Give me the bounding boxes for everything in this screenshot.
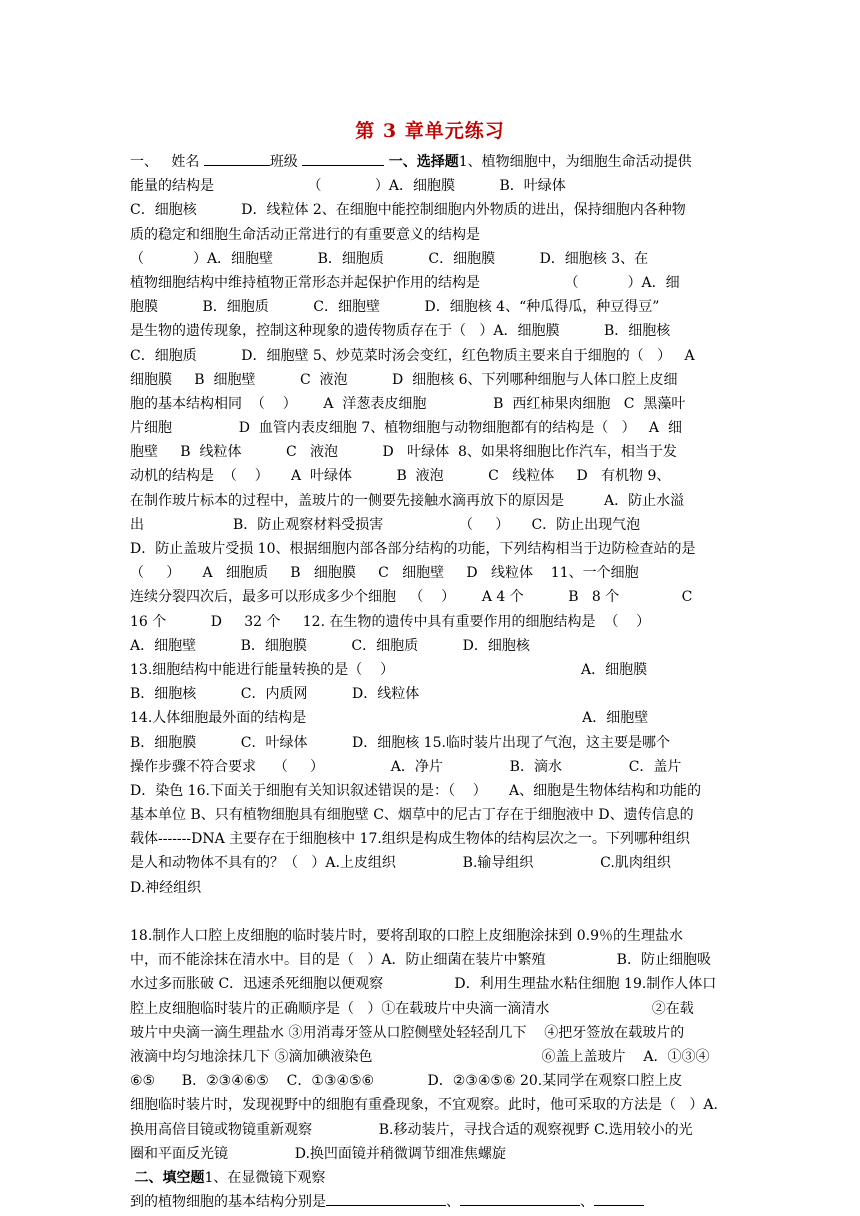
text-line: 中，而不能涂抹在清水中。目的是（ ）A．防止细菌在装片中繁殖 B．防止细胞吸 [130, 952, 711, 969]
section-choice-heading: 一、选择题 [388, 154, 459, 170]
text-line: 细胞临时装片时，发现视野中的细胞有重叠现象，不宜观察。此时，他可采取的方法是（ ）A. [130, 1097, 718, 1114]
text-line: 动机的结构是 （ ） A 叶绿体 B 液泡 C 线粒体 D 有机物 9、 [130, 468, 671, 485]
text-line: 能量的结构是 （ ）A．细胞膜 B．叶绿体 [130, 178, 566, 195]
text-line: 载体-------DNA 主要存在于细胞核中 17.组织是构成生物体的结构层次之一。下列哪种组织 [130, 831, 690, 848]
text-line: ⑥⑤ B．②③④⑥⑤ C．①③④⑤⑥ D．②③④⑤⑥ 20.某同学在观察口腔上皮 [130, 1073, 683, 1090]
text-line: 出 B．防止观察材料受损害 （ ） C．防止出现气泡 [130, 516, 641, 533]
answer-blank-1[interactable] [326, 1191, 446, 1206]
text-line: A．细胞壁 B．细胞膜 C．细胞质 D．细胞核 [130, 637, 530, 654]
text-line: 18.制作人口腔上皮细胞的临时装片时，要将刮取的口腔上皮细胞涂抹到 0.9％的生理盐水 [130, 928, 683, 944]
text-line: C．细胞核 D．线粒体 2、在细胞中能控制细胞内外物质的进出，保持细胞内各种物 [130, 202, 686, 219]
fill-question-1-cont: 到的植物细胞的基本结构分别是 [130, 1194, 326, 1211]
text-line: B．细胞膜 C．叶绿体 D．细胞核 15.临时装片出现了气泡，这主要是哪个 [130, 734, 670, 751]
text-line [130, 900, 730, 924]
text-line: 水过多而胀破 C．迅速杀死细胞以便观察 D．利用生理盐水粘住细胞 19.制作人体口 [130, 976, 717, 993]
text-line: 操作步骤不符合要求 （ ） A．净片 B．滴水 C．盖片 [130, 758, 682, 775]
fill-question-1: 1、在显微镜下观察 [204, 1169, 326, 1186]
text-line: 换用高倍目镜或物镜重新观察 B.移动装片，寻找合适的观察视野 C.选用较小的光 [130, 1121, 693, 1138]
text-line: 植物细胞结构中维持植物正常形态并起保护作用的结构是 （ ）A．细 [130, 274, 680, 291]
text-line: （ ） A 细胞质 B 细胞膜 C 细胞壁 D 线粒体 11、一个细胞 [130, 565, 639, 582]
separator: 、 [446, 1194, 460, 1211]
text-line: C．细胞质 D．细胞壁 5、炒苋菜时汤会变红，红色物质主要来自于细胞的（ ） A [130, 347, 695, 364]
text-line: 腔上皮细胞临时装片的正确顺序是（ ）①在载玻片中央滴一滴清水 ②在载 [130, 1000, 694, 1017]
fill-answer-line [130, 1190, 730, 1214]
text-line: 液滴中均匀地涂抹几下 ⑤滴加碘液染色 ⑥盖上盖玻片 A．①③④ [130, 1048, 710, 1065]
answer-blank-2[interactable] [460, 1191, 580, 1206]
name-blank[interactable] [204, 151, 270, 166]
text-line: 胞壁 B 线粒体 C 液泡 D 叶绿体 8、如果将细胞比作汽车，相当于发 [130, 444, 677, 461]
text-line: 13.细胞结构中能进行能量转换的是（ ） A．细胞膜 [130, 661, 648, 678]
text-line: 细胞膜 B 细胞壁 C 液泡 D 细胞核 6、下列哪种细胞与人体口腔上皮细 [130, 371, 678, 388]
text-line: 基本单位 B、只有植物细胞具有细胞壁 C、烟草中的尼古丁存在于细胞液中 D、遗传信息的 [130, 807, 694, 824]
text-line: 是人和动物体不具有的？（ ）A.上皮组织 B.输导组织 C.肌肉组织 [130, 855, 671, 872]
text-line: 14.人体细胞最外面的结构是 A．细胞壁 [130, 710, 649, 727]
text-line: 胞膜 B．细胞质 C．细胞壁 D．细胞核 4、“种瓜得瓜，种豆得豆” [130, 299, 660, 316]
text-line: 在制作玻片标本的过程中，盖玻片的一侧要先接触水滴再放下的原因是 A．防止水溢 [130, 492, 685, 509]
text-line: 片细胞 D 血管内表皮细胞 7、植物细胞与动物细胞都有的结构是（ ） A 细 [130, 420, 682, 437]
text-line: 连续分裂四次后，最多可以形成多少个细胞 （ ） A 4 个 B 8 个 C [130, 589, 693, 606]
header-line [130, 150, 730, 174]
text-line: 玻片中央滴一滴生理盐水 ③用消毒牙签从口腔侧壁处轻轻刮几下 ④把牙签放在载玻片的 [130, 1024, 685, 1041]
text-line: （ ）A．细胞壁 B．细胞质 C．细胞膜 D．细胞核 3、在 [130, 250, 649, 267]
text-line: D．防止盖玻片受损 10、根据细胞内部各部分结构的功能，下列结构相当于边防检查站的是 [130, 541, 696, 557]
text-line: 16 个 D 32 个 12. 在生物的遗传中具有重要作用的细胞结构是 （ ） [130, 613, 651, 630]
text-line: D.神经组织 [130, 879, 202, 896]
name-label: 一、 姓名 [130, 154, 200, 170]
text-line: D．染色 16.下面关于细胞有关知识叙述错误的是：（ ） A、细胞是生物体结构和功能的 [130, 782, 702, 799]
text-line: 圈和平面反光镜 D.换凹面镜并稍微调节细准焦螺旋 [130, 1145, 506, 1162]
text-line: 胞的基本结构相同 （ ） A 洋葱表皮细胞 B 西红柿果肉细胞 C 黑藻叶 [130, 395, 686, 412]
text-line: 是生物的遗传现象，控制这种现象的遗传物质存在于（ ）A．细胞膜 B．细胞核 [130, 323, 671, 340]
section-fill-heading: 二、填空题 [134, 1169, 205, 1186]
page-title: 第 3 章单元练习 [355, 120, 505, 142]
class-label: 班级 [269, 154, 298, 170]
fill-section-line [130, 1166, 730, 1190]
separator: 、 [580, 1194, 594, 1211]
answer-blank-3[interactable] [594, 1191, 644, 1206]
document-body [130, 150, 730, 1214]
question-lines [130, 174, 730, 1166]
text-line: B．细胞核 C．内质网 D．线粒体 [130, 686, 420, 703]
text-line: 质的稳定和细胞生命活动正常进行的有重要意义的结构是 [130, 226, 480, 243]
class-blank[interactable] [302, 151, 384, 166]
question-1-start: 1、植物细胞中，为细胞生命活动提供 [458, 154, 692, 170]
